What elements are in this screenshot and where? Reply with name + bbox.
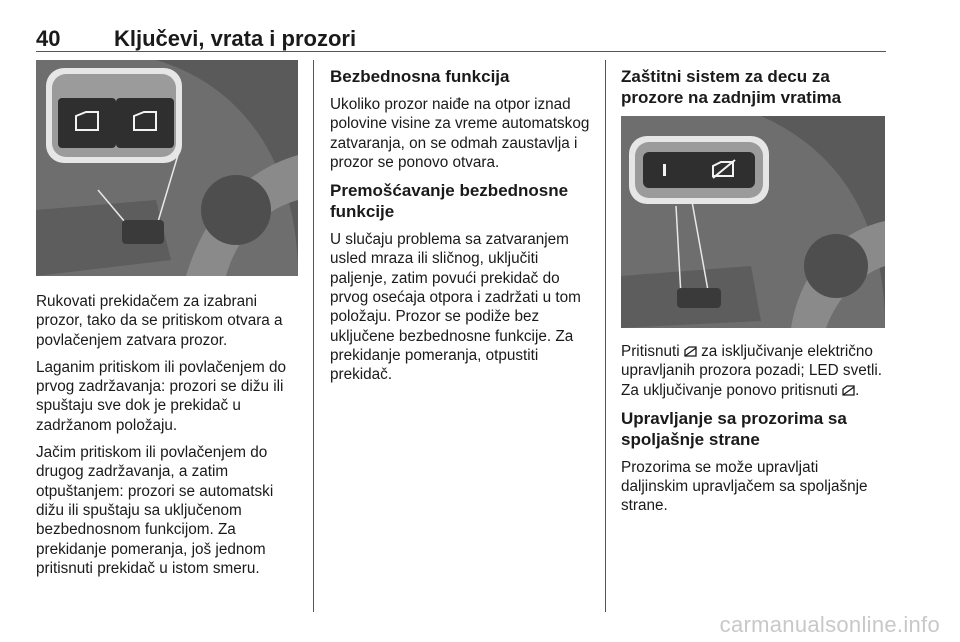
column-divider — [313, 60, 314, 612]
paragraph-part: za isključivanje električno upravljanih prozora pozadi; LED svetli. Za uključivanje ponovo pritisnuti — [621, 343, 883, 399]
window-switch-illustration — [36, 60, 298, 276]
page-header — [36, 26, 886, 54]
paragraph: Ukoliko prozor naiđe na otpor iznad polovine visine za vreme automatskog zatvaranja, on se odmah zaustavlja i prozor se ponovo otvara. — [330, 96, 590, 171]
paragraph: Prozorima se može upravljati daljinskim upravljačem sa spoljašnje strane. — [621, 458, 868, 515]
watermark: carmanualsonline.info — [719, 612, 940, 637]
column-divider — [605, 60, 606, 612]
paragraph-part: Pritisnuti — [621, 343, 680, 360]
header-divider — [36, 51, 886, 52]
paragraph: Laganim pritiskom ili povlačenjem do prvog zadržavanja: prozori se dižu ili spuštaju sve dok je prekidač u zadržanom položaju. — [36, 358, 286, 434]
paragraph: U slučaju problema sa zatvaranjem usled mraza ili sličnog, uključiti paljenje, zatim povući prekidač do prvog osećaja otpora i zadržati u tom položaju. Prozor se podiže bez uključene bezbednosne funkcije. Za prekidanje pomeranja, otpustiti prekidač. — [330, 231, 581, 384]
paragraph: Rukovati prekidačem za izabrani prozor, tako da se pritiskom otvara a povlačenjem zatvara prozor. — [36, 293, 283, 349]
section-heading: Bezbednosna funkcija — [330, 67, 510, 86]
section-heading: Upravljanje sa prozorima sa spoljašnje strane — [621, 408, 847, 449]
page-number: 40 — [36, 26, 61, 51]
paragraph-part: . — [855, 381, 860, 399]
section-heading: Zaštitni sistem za decu za prozore na zadnjim vratima — [621, 67, 842, 107]
paragraph: Jačim pritiskom ili povlačenjem do drugog zadržavanja, a zatim otpuštanjem: prozori se automatski dižu ili spuštaju sa uključenom bezbednosnom funkcijom. Za prekidanje pomeranja, još jednom pritisnuti prekidač u istom smeru. — [36, 444, 274, 577]
column-middle — [330, 66, 592, 393]
child-lock-icon — [684, 346, 697, 357]
paragraph — [621, 342, 889, 400]
column-left — [36, 60, 300, 586]
column-right — [621, 66, 889, 524]
child-lock-illustration — [621, 116, 885, 328]
child-lock-icon — [842, 385, 855, 396]
section-heading: Premošćavanje bezbednosne funkcije — [330, 181, 569, 222]
page-title: Ključevi, vrata i prozori — [114, 26, 357, 51]
